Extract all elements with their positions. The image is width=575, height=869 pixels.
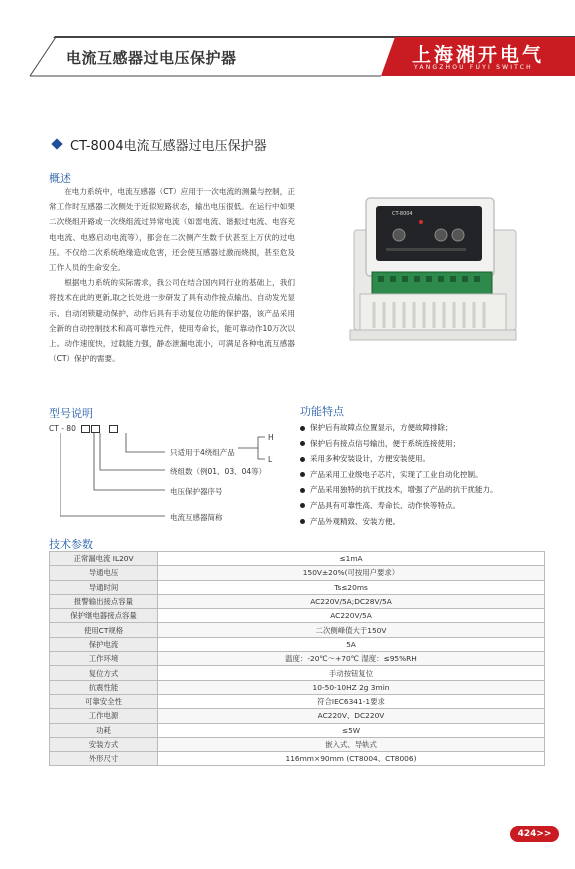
bullet-icon — [300, 457, 305, 462]
product-title: CT-8004电流互感器过电压保护器 — [70, 139, 267, 154]
spec-value: 116mm×90mm (CT8004、CT8006) — [158, 752, 545, 766]
spec-key: 外形尺寸 — [50, 752, 158, 766]
spec-value: 手动按钮复位 — [158, 666, 545, 680]
bullet-icon — [300, 426, 305, 431]
specs-table — [49, 551, 545, 766]
feature-item: 产品外观精致、安装方便。 — [300, 514, 498, 530]
spec-value: ≤1mA — [158, 552, 545, 566]
table-row — [50, 637, 545, 651]
spec-value: 温度：-20℃～+70℃ 湿度：≤95%RH — [158, 652, 545, 666]
table-row — [50, 652, 545, 666]
spec-value: 符合IEC6341-1要求 — [158, 694, 545, 708]
feature-item: 产品采用工业级电子芯片，实现了工业自动化控制。 — [300, 467, 498, 483]
model-label-winding-count: 绕组数（例01、03、04等） — [170, 467, 267, 476]
feature-item: 采用多种安装设计，方便安装使用。 — [300, 451, 498, 467]
spec-value: 二次侧峰值大于150V — [158, 623, 545, 637]
spec-key: 使用CT规格 — [50, 623, 158, 637]
model-option-h: H — [268, 433, 274, 442]
spec-value: Ts≤20ms — [158, 580, 545, 594]
table-row — [50, 723, 545, 737]
spec-key: 抗震性能 — [50, 680, 158, 694]
model-code-prefix: CT - 80 — [49, 424, 76, 433]
spec-key: 保护继电器接点容量 — [50, 609, 158, 623]
feature-item: 保护后有故障点位置显示，方便故障排除； — [300, 420, 498, 436]
spec-key: 导通时间 — [50, 580, 158, 594]
bullet-icon — [300, 472, 305, 477]
table-row — [50, 666, 545, 680]
model-label-ct-abbrev: 电流互感器简称 — [170, 513, 223, 522]
overview-paragraph-1: 在电力系统中，电流互感器（CT）应用于一次电流的测量与控制，正常工作时互感器二次侧处于近似短路状态，输出电压很低。在运行中如果二次绕组开路或一次绕组流过异常电流（如雷电流、谐振过电流、电容充电电流、电感启动电流等），都会在二次侧产生数千伏甚至上万伏的过电压。不仅给二次系统绝缘造成危害，还会使互感器过激而烧损，甚至危及工作人员的生命安全。 — [49, 187, 295, 273]
features-heading: 功能特点 — [300, 405, 344, 418]
spec-key: 安装方式 — [50, 737, 158, 751]
table-row — [50, 552, 545, 566]
table-row — [50, 609, 545, 623]
spec-key: 复位方式 — [50, 666, 158, 680]
spec-key: 正常漏电流 IL20V — [50, 552, 158, 566]
table-row — [50, 680, 545, 694]
device-label: CT-8004 — [392, 211, 413, 217]
table-row — [50, 594, 545, 608]
diamond-icon — [51, 138, 62, 149]
bullet-icon — [300, 503, 305, 508]
model-diagram-lines — [60, 432, 280, 522]
feature-item: 产品采用独特的抗干扰技术，增强了产品的抗干扰能力。 — [300, 482, 498, 498]
model-heading: 型号说明 — [49, 407, 93, 420]
model-label-4-winding: 只适用于4绕组产品 — [170, 448, 235, 457]
table-row — [50, 709, 545, 723]
spec-value: 150V±20%(可按用户要求） — [158, 566, 545, 580]
spec-value: ≤5W — [158, 723, 545, 737]
brand-name: 上海湘开电气 — [412, 44, 545, 66]
overview-paragraph-2: 根据电力系统的实际需求，我公司在结合国内同行业的基础上，我们将技术在此的更新,取之长处进一步研发了具有动作接点输出、自动发光显示、自动闭锁避动保护、动作后具有手动复位功能的保护器，该产品采用全新的自动控制技术和高可靠性元件，使用寿命长，能可靠动作10万次以上。动作速度快，过载能力强，静态泄漏电流小，可满足各种电流互感器（CT）保护的需要。 — [49, 278, 295, 364]
bullet-icon — [300, 441, 305, 446]
spec-value: AC220V、DC220V — [158, 709, 545, 723]
page-number: 424>> — [510, 826, 559, 842]
table-row — [50, 566, 545, 580]
table-row — [50, 752, 545, 766]
spec-key: 功耗 — [50, 723, 158, 737]
spec-key: 导通电压 — [50, 566, 158, 580]
model-label-serial: 电压保护器序号 — [170, 487, 223, 496]
product-image — [346, 190, 521, 355]
spec-key: 报警输出接点容量 — [50, 594, 158, 608]
spec-key: 工作电源 — [50, 709, 158, 723]
spec-key: 工作环境 — [50, 652, 158, 666]
overview-heading: 概述 — [49, 172, 71, 185]
model-option-l: L — [268, 455, 273, 464]
table-row — [50, 580, 545, 594]
table-row — [50, 737, 545, 751]
feature-item: 保护后有接点信号输出，便于系统连接使用； — [300, 436, 498, 452]
header-title: 电流互感器过电压保护器 — [66, 49, 237, 67]
spec-key: 保护电流 — [50, 637, 158, 651]
specs-heading: 技术参数 — [49, 538, 93, 551]
spec-value: 5A — [158, 637, 545, 651]
bullet-icon — [300, 488, 305, 493]
spec-value: AC220V/5A — [158, 609, 545, 623]
spec-key: 可靠安全性 — [50, 694, 158, 708]
feature-item: 产品具有可靠性高、寿命长、动作快等特点。 — [300, 498, 498, 514]
brand-english: YANGZHOU FUYI SWITCH — [414, 64, 533, 71]
table-row — [50, 623, 545, 637]
spec-value: AC220V/5A;DC28V/5A — [158, 594, 545, 608]
spec-value: 嵌入式、导轨式 — [158, 737, 545, 751]
bullet-icon — [300, 519, 305, 524]
spec-value: 10-50-10HZ 2g 3min — [158, 680, 545, 694]
table-row — [50, 694, 545, 708]
features-list — [300, 420, 498, 529]
overview-text — [49, 184, 295, 366]
